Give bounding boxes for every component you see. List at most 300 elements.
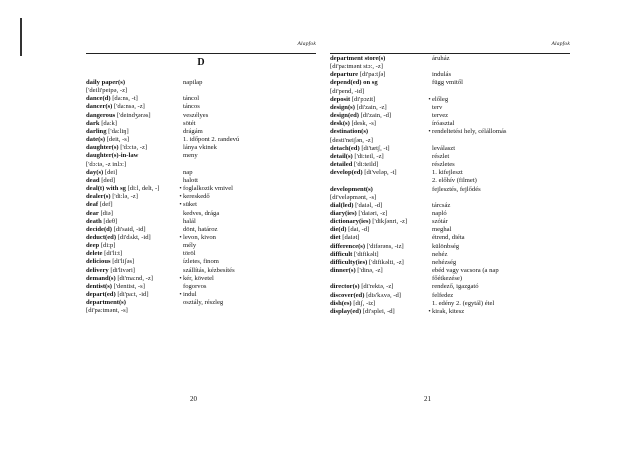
headword: design(ed) [330, 112, 359, 120]
translation [183, 226, 316, 234]
translation [432, 194, 570, 202]
bullet-mark-icon: • [179, 274, 182, 282]
pronunciation: ['daiəri, -z] [356, 209, 388, 217]
pronunciation: ['di:teild] [352, 161, 379, 169]
pronunciation: [diʃ, -iz] [351, 299, 376, 307]
translation-text: függ vmitől [432, 79, 463, 87]
translation [183, 136, 316, 144]
translation-text: veszélyes [183, 111, 209, 119]
translation [432, 71, 570, 79]
dictionary-entry [86, 242, 316, 250]
right-entry-list [330, 55, 570, 316]
translation [183, 169, 316, 177]
pronunciation: [di'pend, -id] [330, 87, 365, 95]
pronunciation: [di'livəri] [108, 266, 135, 274]
pronunciation: [dai, -d] [346, 226, 370, 234]
dictionary-entry [330, 63, 570, 71]
dictionary-entry [86, 193, 316, 201]
pronunciation: ['difərəns, -iz] [365, 242, 404, 250]
translation [179, 185, 316, 193]
dictionary-entry [330, 112, 570, 120]
dictionary-entry [86, 201, 316, 209]
pronunciation: [di'tætʃ, -t] [359, 144, 390, 152]
pronunciation: ['deili'peipə, -z] [86, 87, 128, 95]
translation [432, 292, 570, 300]
translation [183, 267, 316, 275]
translation [179, 291, 316, 299]
headword: delivery [86, 266, 109, 274]
pronunciation: [daiət] [340, 234, 360, 242]
translation [183, 95, 316, 103]
dictionary-entry [330, 226, 570, 234]
entry-headword-cell [330, 243, 432, 251]
translation-text: táncol [183, 95, 200, 103]
headword: date(s) [86, 136, 106, 144]
entry-headword-cell [86, 161, 183, 169]
pronunciation: ['dɔ:tə, -z inlɔ:] [86, 160, 127, 168]
translation [432, 55, 570, 63]
headword: detail(s) [330, 152, 353, 160]
pronunciation: [diə] [98, 209, 113, 217]
dictionary-entry [330, 79, 570, 87]
entry-headword-cell [86, 210, 183, 218]
headword: dear [86, 209, 99, 217]
entry-headword-cell [86, 307, 183, 315]
translation-text: halál [183, 217, 196, 225]
dictionary-entry [330, 243, 570, 251]
dictionary-entry [86, 250, 316, 258]
entry-headword-cell [86, 87, 183, 95]
translation [432, 161, 570, 169]
dictionary-entry [330, 259, 570, 267]
pronunciation: [dei] [103, 168, 118, 176]
pronunciation: [deθ] [101, 217, 118, 225]
left-page [86, 41, 316, 415]
pronunciation: ['dikʃənri, -z] [370, 218, 408, 226]
dictionary-entry [86, 275, 316, 283]
pronunciation: [di'said, -id] [112, 225, 146, 233]
entry-headword-cell [330, 210, 432, 218]
translation-text: rendeltetési hely, célállomás [432, 128, 507, 136]
translation [179, 233, 316, 242]
pronunciation: ['da:liŋ] [106, 127, 129, 135]
translation-text: áruház [432, 55, 450, 62]
dictionary-entry [330, 153, 570, 161]
dictionary-entry [86, 144, 316, 152]
pronunciation: [di'pa:tmənt stɔ:, -z] [330, 63, 384, 71]
translation [183, 177, 316, 185]
translation-text: 1. kifejleszt [432, 169, 463, 177]
dictionary-entry [86, 258, 316, 266]
bullet-mark-icon: • [179, 291, 182, 299]
translation-text: sötét [183, 119, 196, 127]
translation-text: lánya vkinek [183, 144, 217, 152]
entry-headword-cell [86, 79, 183, 87]
pronunciation: ['di:lə, -z] [110, 193, 138, 201]
translation [432, 104, 570, 112]
dictionary-entry [86, 87, 316, 95]
dictionary-entry [330, 71, 570, 79]
translation [183, 103, 316, 111]
translation [179, 193, 316, 201]
dictionary-entry [86, 120, 316, 128]
headword: difficulty(ies) [330, 258, 368, 266]
entry-headword-cell [330, 88, 432, 96]
headword: delicious [86, 258, 111, 266]
translation-text: terv [432, 103, 443, 111]
translation-text: íróasztal [432, 120, 455, 128]
headword: depend(ed) on sg [330, 79, 378, 87]
headword: deduct(ed) [86, 233, 117, 241]
translation [183, 79, 316, 87]
entry-headword-cell [330, 194, 432, 202]
pronunciation: [di:p] [99, 242, 116, 250]
left-header-title: Alapfok [297, 41, 316, 47]
headword: delete [86, 250, 103, 258]
translation-text: részletes [432, 161, 455, 169]
pronunciation: [da:k] [99, 119, 117, 127]
translation [179, 201, 316, 209]
section-letter: D [197, 57, 205, 68]
headword: dangerous [86, 111, 116, 119]
translation-text: meny [183, 152, 198, 160]
dictionary-entry [330, 308, 570, 316]
headword: demand(s) [86, 274, 116, 282]
translation-text: szállítás, kézbesítés [183, 266, 235, 274]
scan-margin-mark [20, 18, 22, 56]
pronunciation: ['daiəl, -d] [353, 201, 383, 209]
right-header-title: Alapfok [551, 41, 570, 47]
translation [183, 144, 316, 152]
entry-headword-cell [86, 177, 183, 185]
entry-headword-cell [86, 291, 183, 299]
translation-text: indul [183, 291, 197, 299]
dictionary-entry [330, 267, 570, 275]
entry-headword-cell [86, 258, 183, 266]
headword: detailed [330, 161, 353, 169]
pronunciation: ['dɔ:tə, -z] [118, 144, 148, 152]
entry-headword-cell [330, 218, 432, 226]
translation-text: részlet [432, 152, 450, 160]
translation [432, 243, 570, 251]
translation [183, 128, 316, 136]
headword: decide(d) [86, 225, 113, 233]
translation [183, 161, 316, 169]
translation [432, 251, 570, 259]
entry-headword-cell [86, 234, 183, 242]
translation [432, 186, 570, 194]
headword: dish(es) [330, 299, 352, 307]
translation-text: dönt, határoz [183, 225, 218, 233]
translation-text: indulás [432, 71, 452, 79]
dictionary-entry [86, 136, 316, 144]
headword: develop(ed) [330, 169, 363, 177]
headword: department(s) [86, 299, 126, 307]
translation [179, 274, 316, 283]
headword: deep [86, 242, 100, 250]
headword: deposit [330, 95, 351, 103]
pronunciation: ['da:nsə, -z] [112, 103, 145, 111]
entry-headword-cell [330, 259, 432, 267]
entry-headword-cell [330, 63, 432, 71]
translation-text: főétkezése) [432, 275, 463, 283]
dictionary-entry [330, 251, 570, 259]
translation-text: leválaszt [432, 144, 456, 152]
bullet-mark-icon: • [179, 185, 182, 193]
translation [183, 112, 316, 120]
translation-text: drágám [183, 127, 203, 135]
bullet-mark-icon: • [428, 128, 431, 136]
translation-text: tervez [432, 112, 449, 120]
entry-headword-cell [330, 283, 432, 291]
entry-headword-cell [86, 218, 183, 226]
translation [183, 210, 316, 218]
translation [432, 283, 570, 291]
pronunciation: ['dentist, -s] [112, 282, 145, 290]
dictionary-entry [86, 112, 316, 120]
headword: dictionary(ies) [330, 218, 371, 226]
pronunciation: ['difikəlti, -z] [367, 258, 404, 266]
entry-headword-cell [86, 185, 183, 193]
translation-text: töröl [183, 250, 196, 258]
dictionary-entry [330, 137, 570, 145]
entry-headword-cell [330, 267, 432, 275]
headword: daughter(s) [86, 144, 119, 152]
dictionary-entry [330, 145, 570, 153]
translation [183, 120, 316, 128]
translation [432, 112, 570, 120]
translation-text: 2. előhív (filmet) [432, 177, 477, 185]
entry-headword-cell [86, 283, 183, 291]
pronunciation: ['difikəlt] [352, 250, 379, 258]
entry-headword-cell [330, 226, 432, 234]
translation-text: foglalkozik vmivel [183, 185, 233, 193]
headword: difference(s) [330, 242, 366, 250]
entry-headword-cell [330, 71, 432, 79]
dictionary-entry [330, 96, 570, 104]
dictionary-entry [86, 226, 316, 234]
pronunciation: [di'zain, -z] [354, 103, 387, 111]
translation-text: ebéd vagy vacsora (a nap [432, 267, 499, 275]
pronunciation: [di'zain, -d] [358, 112, 392, 120]
translation-text: fejlesztés, fejlődés [432, 185, 481, 193]
dictionary-entry [86, 291, 316, 299]
headword: destination(s) [330, 128, 369, 136]
pronunciation: [def] [98, 201, 113, 209]
translation-text: meghal [432, 226, 452, 234]
translation-text: fogorvos [183, 282, 207, 290]
entry-headword-cell [86, 250, 183, 258]
entry-headword-cell [330, 234, 432, 242]
pronunciation: [di'pa:tmənt, -s] [86, 307, 128, 315]
translation [432, 218, 570, 226]
dictionary-entry [330, 161, 570, 169]
left-page-header [86, 41, 316, 54]
entry-headword-cell [86, 267, 183, 275]
pronunciation: [dis'kʌvə, -d] [364, 291, 401, 299]
translation [432, 267, 570, 275]
dictionary-entry [86, 185, 316, 193]
translation-text: étrend, diéta [432, 234, 465, 242]
pronunciation: [di'veləpmənt, -s] [330, 193, 377, 201]
translation-text: szótár [432, 218, 448, 226]
translation-text: levon, kivon [183, 233, 216, 241]
entry-headword-cell [330, 128, 432, 136]
translation-text: nap [183, 168, 193, 176]
translation-text: kér, követel [183, 274, 214, 282]
pronunciation: [di'ma:nd, -z] [115, 274, 153, 282]
entry-headword-cell [330, 145, 432, 153]
translation [183, 283, 316, 291]
headword: detach(ed) [330, 144, 360, 152]
headword: diary(ies) [330, 209, 357, 217]
translation-text: 1. edény 2. (egytál) étel [432, 299, 495, 307]
entry-headword-cell [86, 120, 183, 128]
dictionary-entry [86, 128, 316, 136]
pronunciation: [desk, -s] [349, 120, 376, 128]
translation [432, 226, 570, 234]
translation [432, 202, 570, 210]
entry-headword-cell [330, 275, 432, 283]
pronunciation: ['deindʒərəs] [115, 111, 151, 119]
headword: death [86, 217, 102, 225]
translation [183, 242, 316, 250]
dictionary-entry [86, 283, 316, 291]
translation-text: süket [183, 201, 197, 209]
headword: deal(t) with sg [86, 185, 126, 193]
entry-headword-cell [86, 128, 183, 136]
left-page-number: 20 [190, 395, 197, 403]
right-page-header [330, 41, 570, 54]
dictionary-entry [86, 95, 316, 103]
translation [183, 152, 316, 160]
entry-headword-cell [330, 308, 432, 316]
headword: die(d) [330, 226, 347, 234]
pronunciation: [ded] [99, 176, 116, 184]
left-entry-list [86, 79, 316, 316]
headword: diet [330, 234, 341, 242]
translation-text: ízletes, finom [183, 258, 219, 266]
translation [183, 258, 316, 266]
entry-headword-cell [86, 144, 183, 152]
translation [432, 145, 570, 153]
pronunciation: [di'splei, -d] [361, 307, 395, 315]
translation [432, 275, 570, 283]
translation [432, 120, 570, 128]
entry-headword-cell [86, 242, 183, 250]
dictionary-entry [86, 210, 316, 218]
dictionary-entry [330, 218, 570, 226]
entry-headword-cell [330, 251, 432, 259]
entry-headword-cell [86, 226, 183, 234]
translation [183, 87, 316, 95]
headword: difficult [330, 250, 353, 258]
right-page [330, 41, 570, 415]
bullet-mark-icon: • [179, 233, 182, 241]
translation [432, 169, 570, 177]
entry-headword-cell [86, 299, 183, 307]
headword: daughter(s)-in-law [86, 152, 139, 160]
entry-headword-cell [330, 292, 432, 300]
translation [432, 88, 570, 96]
entry-headword-cell [330, 161, 432, 169]
entry-headword-cell [330, 177, 432, 185]
dictionary-entry [330, 292, 570, 300]
dictionary-entry [330, 177, 570, 185]
entry-headword-cell [330, 202, 432, 210]
translation [428, 307, 570, 316]
dictionary-entry [86, 177, 316, 185]
headword: depart(ed) [86, 291, 116, 299]
headword: display(ed) [330, 307, 362, 315]
translation [183, 299, 316, 307]
dictionary-entry [330, 169, 570, 177]
translation [183, 250, 316, 258]
pronunciation: [desti'neiʃən, -z] [330, 136, 373, 144]
dictionary-entry [86, 218, 316, 226]
translation [432, 210, 570, 218]
dictionary-entry [330, 202, 570, 210]
translation [428, 95, 570, 104]
dictionary-entry [86, 161, 316, 169]
entry-headword-cell [86, 152, 183, 160]
entry-headword-cell [330, 186, 432, 194]
entry-headword-cell [330, 153, 432, 161]
headword: dead [86, 176, 100, 184]
bullet-mark-icon: • [179, 201, 182, 209]
bullet-mark-icon: • [428, 95, 431, 103]
translation [432, 177, 570, 185]
translation-text: osztály, részleg [183, 299, 224, 307]
pronunciation: [da:ns, -t] [110, 95, 138, 103]
headword: deaf [86, 201, 99, 209]
pronunciation: ['di:teil, -z] [352, 152, 384, 160]
entry-headword-cell [330, 79, 432, 87]
headword: dancer(s) [86, 103, 113, 111]
translation-text: rendező, igazgató [432, 283, 479, 291]
pronunciation: ['dinə, -z] [355, 267, 383, 275]
dictionary-entry [330, 210, 570, 218]
dictionary-entry [86, 234, 316, 242]
translation [428, 128, 570, 136]
dictionary-entry [330, 104, 570, 112]
dictionary-entry [330, 300, 570, 308]
bullet-mark-icon: • [179, 193, 182, 201]
headword: dentist(s) [86, 282, 113, 290]
headword: department store(s) [330, 55, 386, 62]
pronunciation: [di'pa:tʃə] [358, 71, 386, 79]
translation [183, 307, 316, 315]
dictionary-entry [330, 128, 570, 136]
bullet-mark-icon: • [428, 307, 431, 315]
entry-headword-cell [330, 104, 432, 112]
entry-headword-cell [86, 275, 183, 283]
headword: dark [86, 119, 100, 127]
entry-headword-cell [86, 169, 183, 177]
dictionary-entry [330, 234, 570, 242]
translation [432, 63, 570, 71]
translation-text: felfedez [432, 291, 454, 299]
entry-headword-cell [86, 201, 183, 209]
dictionary-entry [330, 55, 570, 63]
translation-text: 1. időpont 2. randevú [183, 136, 240, 144]
right-page-number: 21 [424, 395, 431, 403]
translation-text: mély [183, 242, 197, 250]
pronunciation: [di'dʌkt, -id] [116, 233, 151, 241]
dictionary-entry [330, 186, 570, 194]
dictionary-entry [86, 267, 316, 275]
pronunciation: [di'li:t] [102, 250, 123, 258]
